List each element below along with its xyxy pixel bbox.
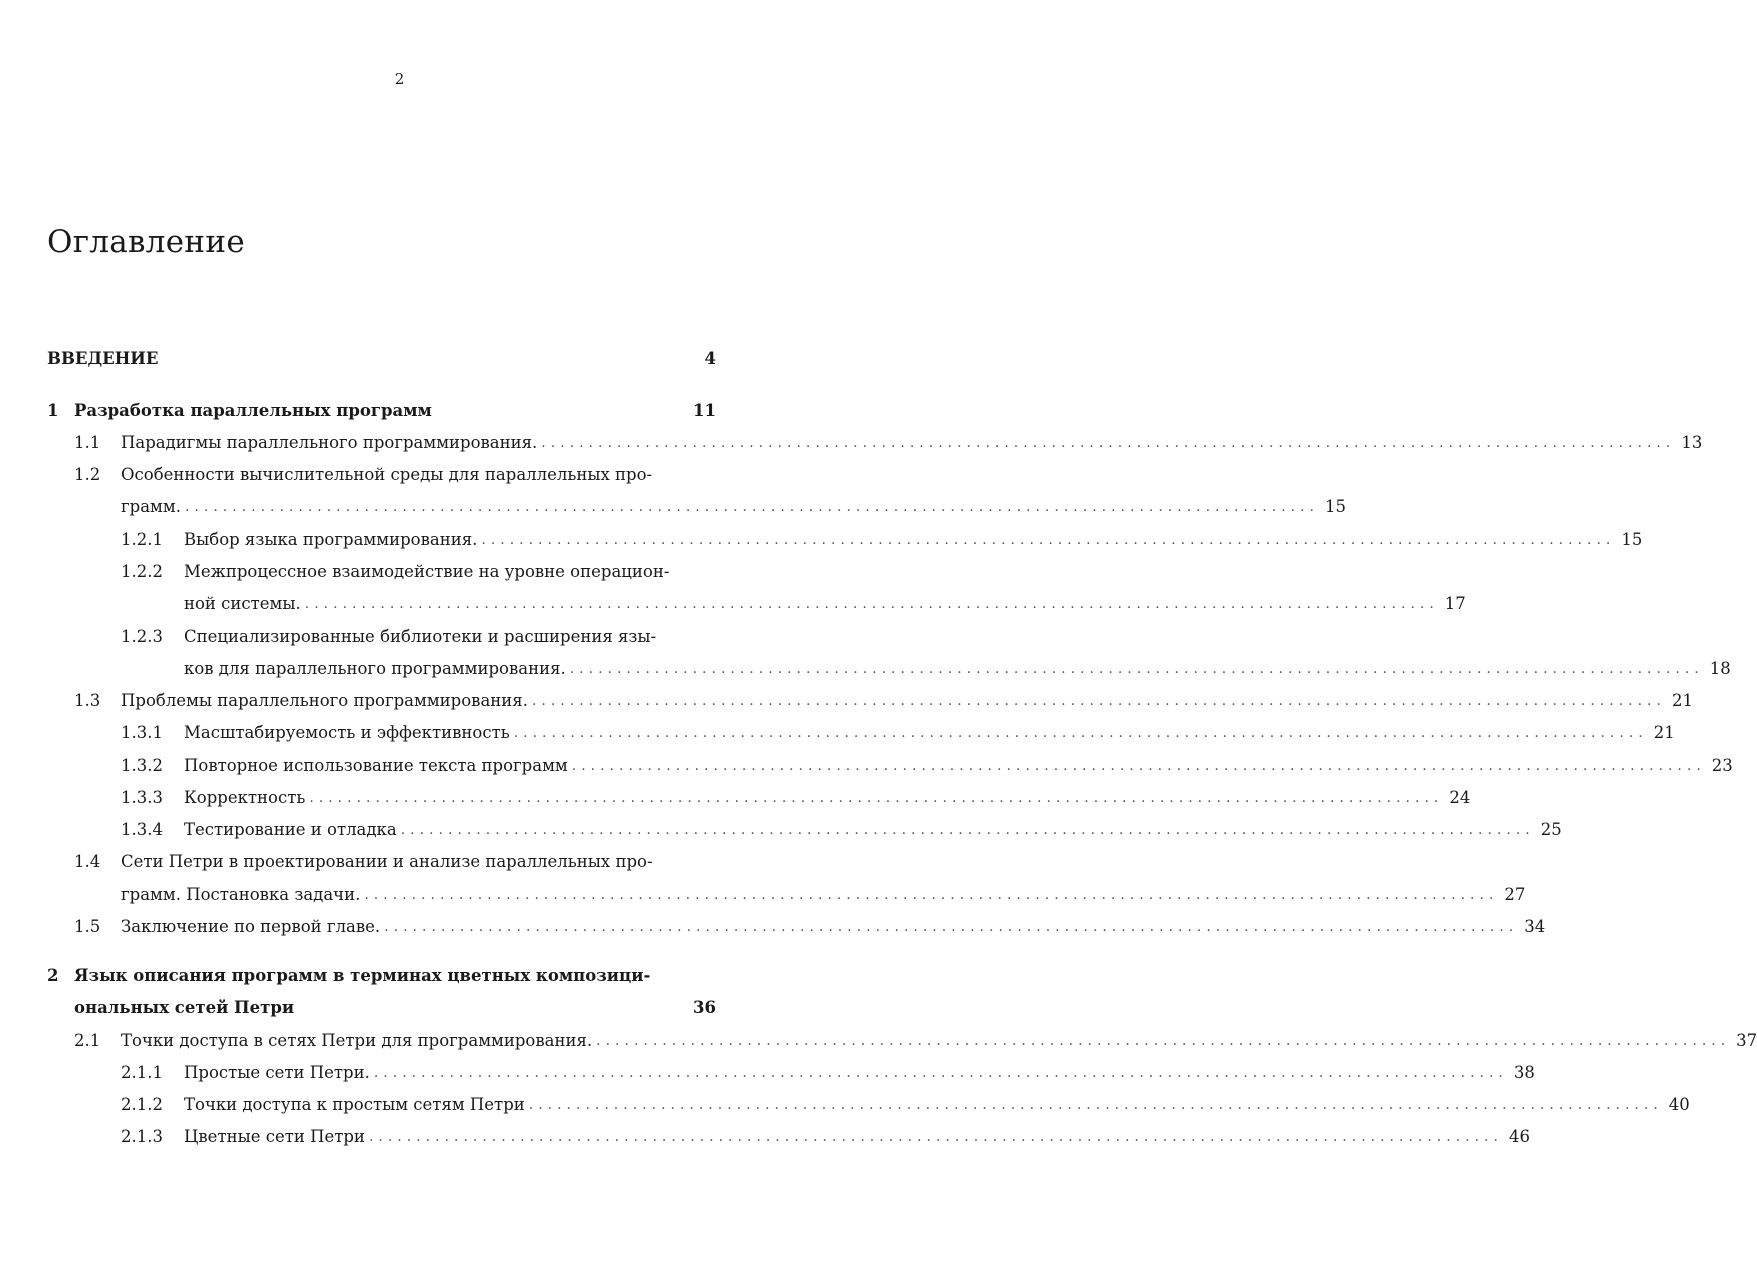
toc-entry-page: 15 — [1621, 530, 1643, 549]
toc-entry — [47, 620, 716, 648]
toc-entry-leader-dots: ........................................................................................................................ — [373, 1065, 1508, 1081]
toc-entry-page: 11 — [693, 401, 716, 420]
toc-entry-number: 1.5 — [74, 917, 101, 936]
toc-entry-number: 1.3 — [74, 691, 101, 710]
toc-entry-leader-dots: ........................................................................................................................ — [368, 1129, 1503, 1145]
toc-entry-page: 27 — [1504, 885, 1526, 904]
toc-entry-page: 17 — [1444, 594, 1466, 613]
toc-entry — [47, 1120, 1530, 1148]
toc-entry-title: Точки доступа в сетях Петри для программирования. — [121, 1031, 593, 1050]
toc-entry — [47, 523, 1643, 551]
toc-entry-leader-dots: ........................................................................................................................ — [596, 1033, 1731, 1049]
toc-entry-title: Повторное использование текста программ — [184, 756, 568, 775]
toc-entry-title: Язык описания программ в терминах цветных композици- — [74, 966, 651, 985]
toc-entry — [47, 426, 1703, 454]
toc-entry-title: Особенности вычислительной среды для параллельных про- — [121, 465, 653, 484]
page-number: 2 — [394, 70, 405, 88]
toc-entry — [47, 813, 1562, 841]
toc-entry-page: 23 — [1711, 756, 1733, 775]
toc-entry-page: 15 — [1325, 497, 1346, 516]
toc-entry — [47, 555, 716, 583]
toc-entry-page: 25 — [1540, 820, 1562, 839]
toc-entry-title: ной системы. — [184, 594, 301, 613]
toc-entry — [47, 959, 716, 987]
toc-entry-page: 34 — [1524, 917, 1546, 936]
toc-entry-page: 40 — [1668, 1095, 1690, 1114]
toc-entry-title: Цветные сети Петри — [184, 1127, 365, 1146]
toc-entry-number: 1.3.3 — [121, 788, 163, 807]
toc-entry — [47, 652, 1731, 680]
toc-title: Оглавление — [47, 224, 245, 260]
toc-entry — [47, 1056, 1535, 1084]
toc-entry-page: 36 — [693, 998, 716, 1017]
toc-entry — [47, 716, 1675, 744]
toc-entry-title: ональных сетей Петри — [74, 998, 295, 1017]
toc-entry-page: 4 — [704, 349, 716, 368]
toc-entry-leader-dots: ........................................................................................................................ — [528, 1097, 1663, 1113]
toc-entry — [47, 394, 716, 422]
toc-entry-page: 13 — [1681, 433, 1703, 452]
toc-entry-leader-dots: ........................................................................................................................ — [541, 435, 1676, 451]
toc-entry-title: Точки доступа к простым сетям Петри — [184, 1095, 525, 1114]
toc-entry — [47, 910, 1546, 938]
toc-entry-number: 1.2 — [74, 465, 101, 484]
toc-entry-number: 1.3.4 — [121, 820, 163, 839]
toc-entry-leader-dots: ........................................................................................................................ — [304, 596, 1439, 612]
toc-entry — [47, 684, 1693, 712]
toc-entry-title: Проблемы параллельного программирования. — [121, 691, 528, 710]
toc-entry-title: грамм. Постановка задачи. — [121, 885, 361, 904]
toc-entry — [47, 845, 716, 873]
toc-entry — [47, 991, 716, 1019]
toc-entry-leader-dots: ........................................................................................................................ — [309, 790, 1444, 806]
toc-entry-title: Сети Петри в проектировании и анализе параллельных про- — [121, 852, 653, 871]
toc-entry-number: 1 — [47, 401, 59, 420]
toc-entry-leader-dots: ........................................................................................................................ — [364, 887, 1499, 903]
toc-entry — [47, 490, 1346, 518]
toc-entry — [47, 781, 1471, 809]
toc-entry-title: Разработка параллельных программ — [74, 401, 432, 420]
toc-entry — [47, 749, 1733, 777]
toc-entry-leader-dots: ........................................................................................................................ — [513, 725, 1648, 741]
toc-entry-title: ВВЕДЕНИЕ — [47, 349, 159, 368]
toc-entry-title: Парадигмы параллельного программирования. — [121, 433, 538, 452]
toc-entry — [47, 342, 716, 370]
toc-entry-page: 21 — [1653, 723, 1675, 742]
toc-entry-number: 2.1.3 — [121, 1127, 163, 1146]
toc-entry-leader-dots: ........................................................................................................................ — [571, 758, 1706, 774]
toc-entry-number: 1.3.1 — [121, 723, 163, 742]
toc-entry-leader-dots: ........................................................................................................................ — [531, 693, 1666, 709]
toc-entry-title: Межпроцессное взаимодействие на уровне операцион- — [184, 562, 670, 581]
toc-entry-leader-dots: ........................................................................................................................ — [481, 532, 1616, 548]
toc-entry-title: Корректность — [184, 788, 306, 807]
toc-entry-leader-dots: ........................................................................................................................ — [384, 919, 1519, 935]
toc-entry — [47, 587, 1466, 615]
toc-entry-number: 1.2.3 — [121, 627, 163, 646]
toc-entry-leader-dots: ........................................................................................................................ — [569, 661, 1704, 677]
toc-entry-leader-dots: ........................................................................................................................ — [184, 499, 1319, 515]
toc-entry-number: 2.1.1 — [121, 1063, 163, 1082]
toc-entry-number: 1.3.2 — [121, 756, 163, 775]
toc-entry-page: 37 — [1736, 1031, 1757, 1050]
toc-entry-page: 21 — [1671, 691, 1693, 710]
toc-entry-title: ков для параллельного программирования. — [184, 659, 566, 678]
toc-entry-page: 18 — [1709, 659, 1731, 678]
toc-entry — [47, 878, 1526, 906]
toc-entry-page: 38 — [1513, 1063, 1535, 1082]
toc-entry-title: Заключение по первой главе. — [121, 917, 381, 936]
toc-entry-number: 1.2.1 — [121, 530, 163, 549]
toc-entry-page: 24 — [1449, 788, 1471, 807]
toc-entry-title: Масштабируемость и эффективность — [184, 723, 510, 742]
toc-entry-number: 2.1 — [74, 1031, 101, 1050]
toc-entry-number: 2.1.2 — [121, 1095, 163, 1114]
toc-entry-number: 1.4 — [74, 852, 101, 871]
toc-entry — [47, 1024, 1757, 1052]
toc-entry-number: 1.2.2 — [121, 562, 163, 581]
toc-entry-title: Тестирование и отладка — [184, 820, 397, 839]
toc-entry-title: Специализированные библиотеки и расширения язы- — [184, 627, 657, 646]
toc-entry-leader-dots: ........................................................................................................................ — [400, 822, 1535, 838]
toc-entry-title: грамм. — [121, 497, 181, 516]
toc-entry — [47, 458, 716, 486]
toc-entry-title: Простые сети Петри. — [184, 1063, 370, 1082]
toc-entry — [47, 1088, 1690, 1116]
toc-entry-number: 1.1 — [74, 433, 101, 452]
toc-entry-number: 2 — [47, 966, 59, 985]
toc-entry-title: Выбор языка программирования. — [184, 530, 478, 549]
toc-entry-page: 46 — [1508, 1127, 1530, 1146]
